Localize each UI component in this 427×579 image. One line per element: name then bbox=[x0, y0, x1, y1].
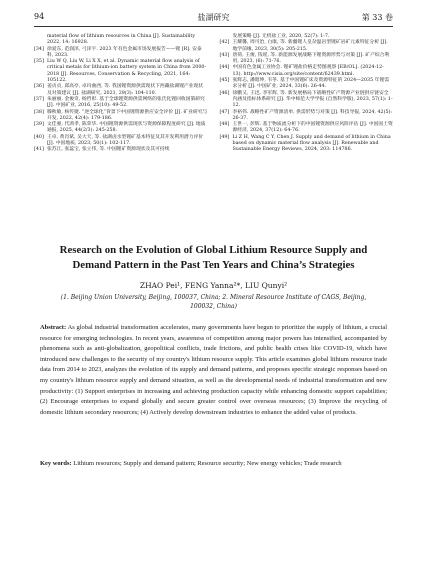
reference-number: [47] bbox=[219, 109, 230, 115]
reference-text: 王耀馨, 周可治, 白康, 等. 新疆锂人皇杂温岩型锂矿岩矿元素特征分析 [J]. 地学前缘, 2023, 30(5): 205-215. bbox=[232, 40, 388, 52]
abstract bbox=[40, 323, 387, 418]
reference-item bbox=[34, 84, 208, 97]
reference-text: material flow of lithium resources in China [J]. Sustainability 2022, 14: 16928. bbox=[47, 34, 196, 46]
reference-text: Li Z H, Wang C Y, Chen J. Supply and demand of lithium in China based on dynamic material flow analysis [J]. Renewable and Sustainable Energy Reviews, 2024, 203: 114786. bbox=[232, 134, 391, 153]
keywords-text: Lithium resources; Supply and demand pattern; Resource security; New energy vehicles; Trade research bbox=[73, 460, 342, 467]
reference-text: 李裕伟. 战略性矿产资源清单, 供需形势与对策 [J]. 科技导报, 2024, 42(5): 26-37. bbox=[232, 109, 392, 121]
reference-list bbox=[34, 34, 393, 239]
reference-number: [36] bbox=[34, 84, 44, 90]
reference-text: 发展策略 [J]. 无机盐工业, 2020, 52(7): 1-7. bbox=[232, 34, 330, 39]
reference-item bbox=[34, 34, 208, 47]
header-rule bbox=[34, 26, 393, 27]
abstract-text: As global industrial transformation accelerates, many governments have begun to prioritize the supply of lithium, a crucial resource for emerging technologies. In recent years, awareness of competition among major powers has intensified, accompanied by phenomena such as anti-globalization, geopolitical conflicts, trade frictions, and public health crises like COVID-19, which have introduced new challenges to the security of my country's lithium resource supply. This article examines global lithium resource trade data from 2014 to 2023, analyzes the evolution of its supply and demand patterns, and proposes specific strategic responses based on my country's lithium resource supply and demand situation, as well as the developmental needs of industrial transformation and new productivity: (1) Support enterprises in increasing and achieving production capacity while enhancing domestic support capabilities; (2) Encourage enterprises to expand globally and secure greater control over overseas resources; (3) Improve the recycling of domestic lithium secondary resources; (4) Actively develop downstream industries to enhance the added value of products. bbox=[40, 324, 387, 416]
reference-text: 王世一, 彭辉. 基于物质流分析下的中国锂资源供应风险评估 [J]. 中国国土资源经济, 2024, 37(12): 64-76. bbox=[232, 122, 393, 134]
reference-item bbox=[34, 59, 208, 84]
reference-item bbox=[220, 53, 394, 66]
reference-text: 徐鹏又, 王迅, 李军辉, 等. 新发展格局下战略性矿产资源产业链供应链安全内涵及指标体系研究 [J]. 华中师范大学学报 (自然科学版), 2023, 57(1): 1-12. bbox=[232, 90, 393, 109]
reference-column-right bbox=[220, 34, 394, 239]
reference-item bbox=[220, 122, 394, 135]
reference-number: [42] bbox=[219, 40, 230, 46]
reference-text: 文佳豪, 代鸿孝, 陈荣华. 中国锂资源供需现状与资源保障程度研究 [J]. 地质通报, 2025, 44(2/3): 245-258. bbox=[47, 122, 206, 134]
reference-number: [34] bbox=[34, 46, 44, 52]
reference-text: 徐爱东, 范润泽, 弓泽宇. 2023 年有色金属市场发展报告——锂 [R]. 安泰科, 2023. bbox=[47, 46, 202, 58]
reference-item bbox=[220, 110, 394, 123]
author-list: ZHAO Pei¹, FENG Yanna²*, LIU Qunyi² bbox=[139, 281, 288, 290]
reference-text: 张苏江, 张蕊宝, 张立伟, 等. 中国锂矿资源现状及其可持续 bbox=[47, 147, 170, 153]
journal-name: 盐湖研究 bbox=[197, 13, 230, 22]
reference-number: [45] bbox=[219, 78, 230, 84]
reference-item bbox=[34, 110, 208, 123]
reference-number: [38] bbox=[34, 109, 44, 115]
keywords-label: Key words: bbox=[40, 460, 72, 467]
reference-number: [46] bbox=[219, 90, 230, 96]
volume-label: 第 33 卷 bbox=[361, 13, 393, 22]
reference-number: [35] bbox=[34, 59, 44, 65]
reference-item bbox=[34, 97, 208, 110]
reference-text: 中国有色金属工业协会. 锂矿锂盐价格走势图观察 [EB/OL]. (2024-12-13). http://www.cisia.org/site/content/62439.html. bbox=[232, 65, 384, 77]
reference-item bbox=[220, 78, 394, 91]
author-affiliation: (1. Beijing Union University, Beijing, 100037, China; 2. Mineral Resource Institute of CAGS, Beijing, 100032, China) bbox=[60, 294, 367, 310]
reference-item bbox=[220, 91, 394, 110]
reference-item bbox=[34, 47, 208, 60]
keywords bbox=[40, 459, 387, 470]
reference-column-left bbox=[34, 34, 208, 239]
running-header bbox=[34, 12, 393, 26]
reference-text: 滕秋敏, 杨传捷. “逆全球化”背景下中国锂资源供应安全评价 [J]. 矿业研究与开发, 2022, 42(4): 179-186. bbox=[47, 109, 208, 121]
reference-number: [49] bbox=[219, 134, 230, 140]
reference-text: Liu W Q, Liu W, Li X X, et al. Dynamic material flow analysis of critical metals for lithium-ion battery system in China from 2000-2018 [J]. Resources, Conservation & Recycling, 2021, 164: 105122. bbox=[47, 59, 207, 84]
page-number: 94 bbox=[34, 12, 45, 21]
reference-item bbox=[34, 147, 208, 153]
reference-text: 姜贞贞, 邱高亭, 卓玛曲西, 等. 我国锂资源供需现状下西藏盐湖锂产业现状及对策建议 [J]. 盐湖研究, 2021, 29(3): 104-110. bbox=[47, 84, 204, 96]
abstract-label: Abstract: bbox=[40, 324, 67, 331]
reference-item bbox=[34, 135, 208, 148]
reference-item bbox=[34, 122, 208, 135]
reference-text: 张辉志, 潘昭坤, 韦苓. 基于中国锂矿床及资源特征的 2024—2035 年锂需求分析 [J]. 中国矿业, 2024, 33(6): 26-44. bbox=[232, 78, 390, 90]
reference-text: 王卓, 黄肖斌, 吴大天, 等. 盐湖卤水型锂矿基本特征及其开发利用潜力评价 [J]. 中国地质, 2023, 50(1): 102-117. bbox=[47, 134, 204, 147]
reference-number: [39] bbox=[34, 122, 44, 128]
reference-number bbox=[34, 34, 47, 47]
reference-number: [44] bbox=[219, 65, 230, 71]
reference-number: [48] bbox=[219, 122, 230, 128]
reference-text: 唐荷, 王俊, 钱瑶, 等. 新能源发展战略下锂资源形势与对策 [J]. 矿产综合利用, 2023, (6): 71-76. bbox=[232, 52, 390, 65]
reference-item bbox=[220, 40, 394, 53]
reference-number: [37] bbox=[34, 96, 44, 102]
english-title: Research on the Evolution of Global Lithium Resource Supply and Demand Pattern in the Past Ten Years and China’s Strategies bbox=[59, 244, 368, 271]
reference-item bbox=[220, 135, 394, 154]
reference-number: [40] bbox=[34, 134, 44, 140]
reference-number: [41] bbox=[34, 147, 44, 153]
reference-number: [43] bbox=[219, 52, 230, 58]
reference-item bbox=[220, 65, 394, 78]
reference-text: 朱丽丽, 金俊奇, 杨哲彰. 基于全球锂资源供需网络的张氏化锂回收国策研究 [J]. 中国矿业, 2016, 25(10): 49-52. bbox=[47, 96, 205, 109]
